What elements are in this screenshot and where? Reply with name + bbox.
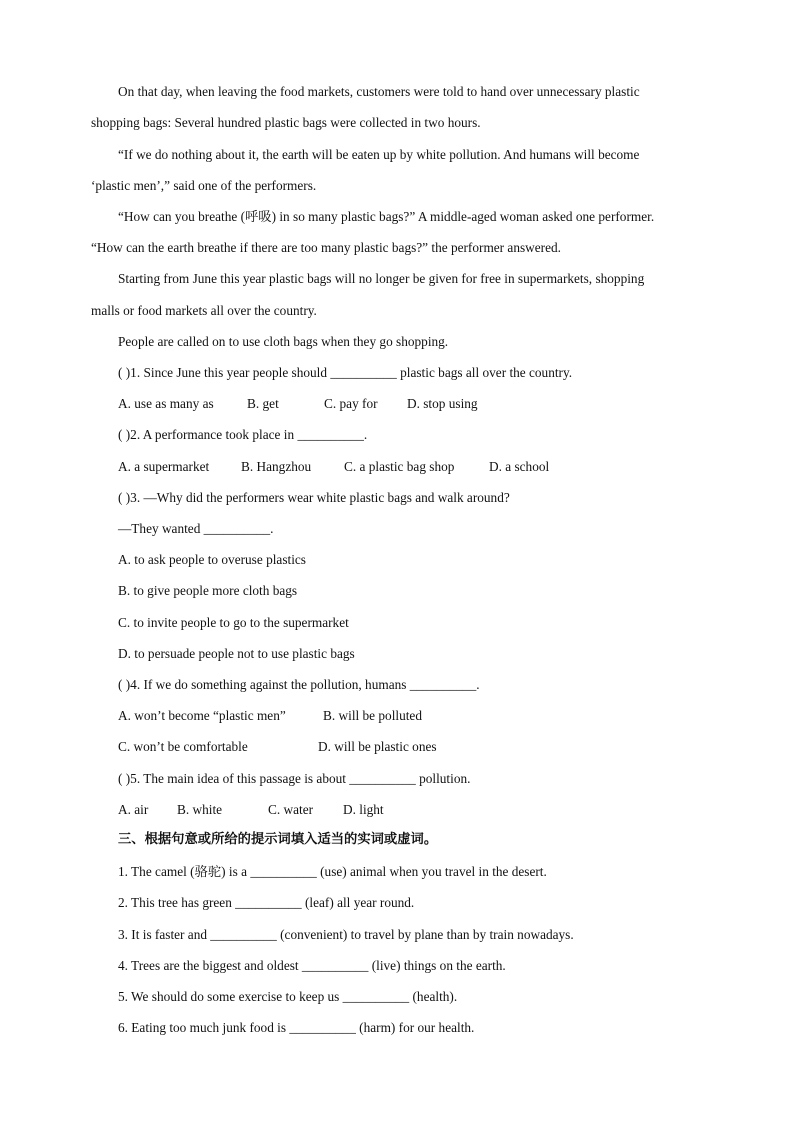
option-d: D. to persuade people not to use plastic bags — [118, 646, 355, 661]
option-b: B. get — [247, 396, 279, 411]
option-c: C. a plastic bag shop — [344, 459, 455, 474]
question-4-stem: ( )4. If we do something against the pollution, humans __________. — [118, 677, 480, 692]
option-b: B. Hangzhou — [241, 459, 312, 474]
option-a: A. a supermarket — [118, 459, 210, 474]
fill-item: 5. We should do some exercise to keep us __________ (health). — [118, 989, 458, 1004]
option-d: D. stop using — [407, 396, 478, 411]
option-c: C. pay for — [324, 396, 378, 411]
passage-line: “How can the earth breathe if there are too many plastic bags?” the performer answered. — [91, 240, 561, 255]
option-b: B. white — [177, 802, 223, 817]
option-d: D. will be plastic ones — [318, 739, 437, 754]
passage-line: On that day, when leaving the food markets, customers were told to hand over unnecessary plastic — [118, 84, 640, 99]
fill-item: 2. This tree has green __________ (leaf) all year round. — [118, 895, 415, 910]
option-c: C. water — [268, 802, 314, 817]
option-d: D. a school — [489, 459, 550, 474]
question-2-stem: ( )2. A performance took place in __________. — [118, 427, 368, 442]
fill-item: 1. The camel (骆驼) is a __________ (use) animal when you travel in the desert. — [118, 864, 547, 879]
section-3-heading: 三、根据句意或所给的提示词填入适当的实词或虚词。 — [118, 832, 438, 847]
option-a: A. to ask people to overuse plastics — [118, 552, 306, 567]
question-3-stem-2: —They wanted __________. — [118, 521, 274, 536]
passage-line: Starting from June this year plastic bags will no longer be given for free in supermarkets, shopping — [118, 271, 645, 286]
passage-line: malls or food markets all over the country. — [91, 303, 317, 318]
option-b: B. will be polluted — [323, 708, 422, 723]
question-1-stem: ( )1. Since June this year people should __________ plastic bags all over the country. — [118, 365, 573, 380]
option-b: B. to give people more cloth bags — [118, 583, 298, 598]
question-3-stem: ( )3. —Why did the performers wear white plastic bags and walk around? — [118, 490, 510, 505]
fill-item: 3. It is faster and __________ (convenient) to travel by plane than by train nowadays. — [118, 927, 574, 942]
option-c: C. won’t be comfortable — [118, 739, 248, 754]
fill-item: 4. Trees are the biggest and oldest __________ (live) things on the earth. — [118, 958, 506, 973]
option-a: A. air — [118, 802, 149, 817]
passage-line: shopping bags: Several hundred plastic bags were collected in two hours. — [91, 115, 481, 130]
passage-line: “How can you breathe (呼吸) in so many plastic bags?” A middle-aged woman asked one performer. — [118, 209, 655, 224]
option-a: A. use as many as — [118, 396, 214, 411]
option-a: A. won’t become “plastic men” — [118, 708, 286, 723]
passage-line: “If we do nothing about it, the earth will be eaten up by white pollution. And humans will become — [118, 147, 640, 162]
passage-line: People are called on to use cloth bags when they go shopping. — [118, 334, 449, 349]
fill-item: 6. Eating too much junk food is __________ (harm) for our health. — [118, 1020, 475, 1035]
option-d: D. light — [343, 802, 384, 817]
question-5-stem: ( )5. The main idea of this passage is about __________ pollution. — [118, 771, 471, 786]
passage-line: ‘plastic men’,” said one of the performers. — [91, 178, 317, 193]
option-c: C. to invite people to go to the supermarket — [118, 615, 349, 630]
